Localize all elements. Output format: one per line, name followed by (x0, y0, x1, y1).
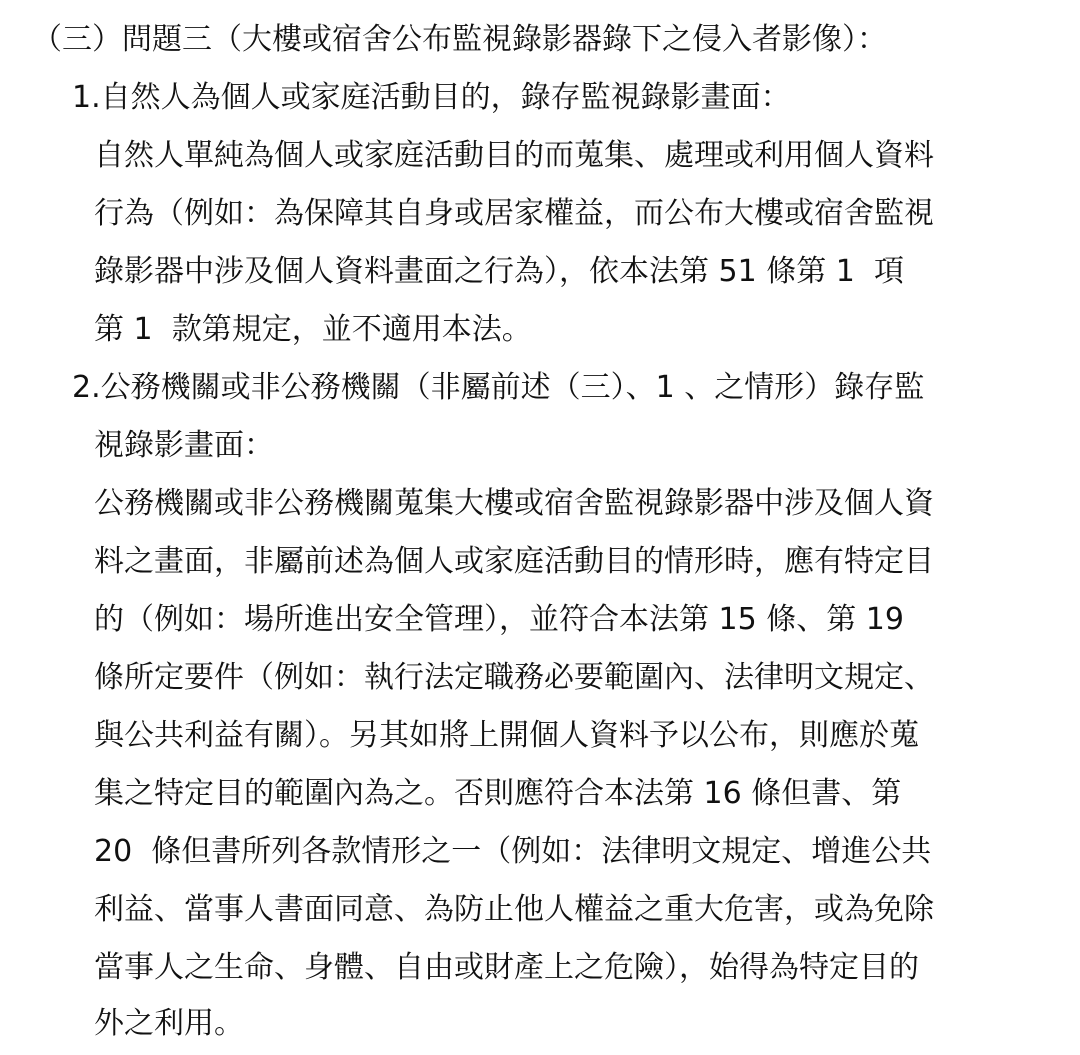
item-2-paragraph-line: 20 條但書所列各款情形之一（例如：法律明文規定、增進公共 (94, 834, 932, 869)
item-2-paragraph-line: 外之利用。 (94, 1006, 244, 1041)
item-1-paragraph-line: 自然人單純為個人或家庭活動目的而蒐集、處理或利用個人資料 (94, 138, 934, 173)
item-2-title-continued: 視錄影畫面： (94, 428, 274, 463)
item-1-paragraph-line: 錄影器中涉及個人資料畫面之行為），依本法第 51 條第 1 項 (94, 254, 904, 289)
item-2-paragraph-line: 與公共利益有關）。另其如將上開個人資料予以公布，則應於蒐 (94, 718, 919, 753)
item-2-paragraph-line: 條所定要件（例如：執行法定職務必要範圍內、法律明文規定、 (94, 660, 934, 695)
item-2-paragraph-line: 集之特定目的範圍內為之。否則應符合本法第 16 條但書、第 (94, 776, 902, 811)
item-2-paragraph-line: 的（例如：場所進出安全管理），並符合本法第 15 條、第 19 (94, 602, 904, 637)
item-2-paragraph-line: 料之畫面，非屬前述為個人或家庭活動目的情形時，應有特定目 (94, 544, 934, 579)
item-2-paragraph-line: 利益、當事人書面同意、為防止他人權益之重大危害，或為免除 (94, 892, 934, 927)
item-2-paragraph-line: 公務機關或非公務機關蒐集大樓或宿舍監視錄影器中涉及個人資 (94, 486, 934, 521)
section-heading: （三）問題三（大樓或宿舍公布監視錄影器錄下之侵入者影像）： (32, 22, 887, 57)
item-1-paragraph-line: 第 1 款第規定，並不適用本法。 (94, 312, 532, 347)
item-2-paragraph-line: 當事人之生命、身體、自由或財產上之危險），始得為特定目的 (94, 950, 919, 985)
item-1-paragraph-line: 行為（例如：為保障其自身或居家權益，而公布大樓或宿舍監視 (94, 196, 934, 231)
item-2-title: 2.公務機關或非公務機關（非屬前述（三）、1 、之情形）錄存監 (72, 370, 925, 405)
item-1-title: 1.自然人為個人或家庭活動目的，錄存監視錄影畫面： (72, 80, 791, 115)
